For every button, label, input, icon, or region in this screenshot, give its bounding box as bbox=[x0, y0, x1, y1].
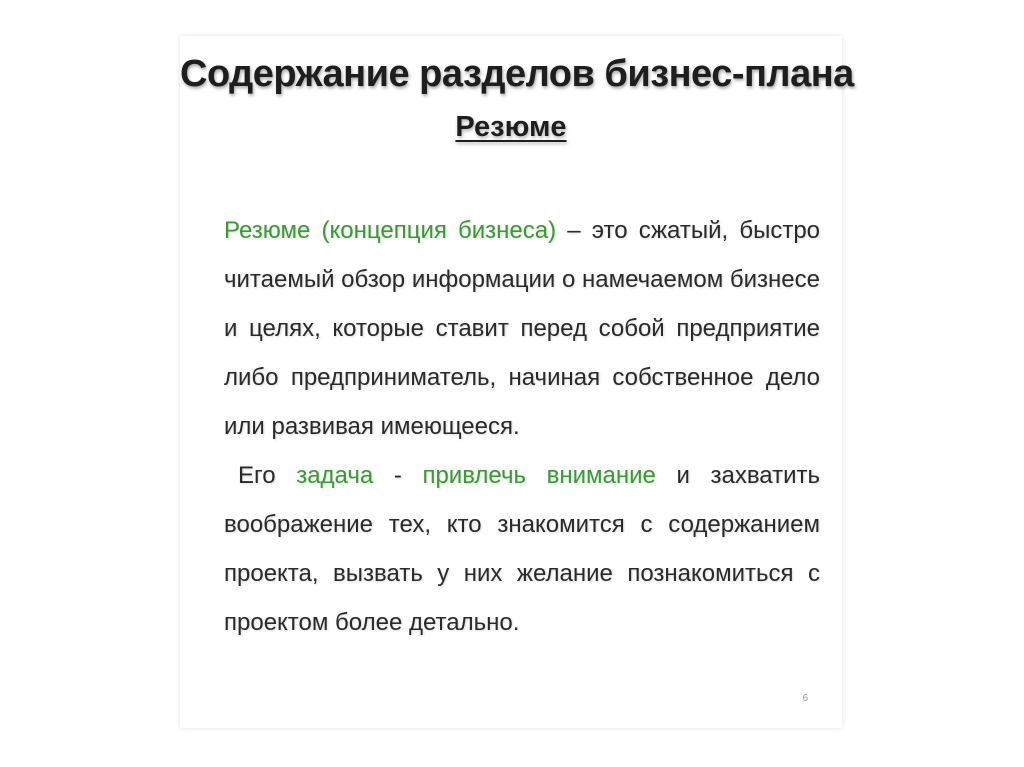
slide-subtitle: Резюме bbox=[455, 111, 567, 143]
slide-body bbox=[224, 206, 820, 647]
slide-subtitle-wrapper bbox=[180, 111, 842, 144]
page-number: 6 bbox=[802, 693, 808, 704]
slide-title: Содержание разделов бизнес-плана bbox=[180, 53, 854, 95]
goal-highlight-attention: привлечь внимание bbox=[422, 462, 656, 489]
goal-highlight-task: задача bbox=[296, 462, 374, 489]
paragraph-definition bbox=[224, 206, 820, 451]
definition-term: Резюме (концепция бизнеса) bbox=[224, 217, 557, 244]
slide bbox=[180, 36, 854, 728]
goal-text-2: - bbox=[373, 462, 423, 489]
definition-text: – это сжатый, быстро читаемый обзор информации о намечаемом бизнесе и целях, которые ставит перед собой предприятие либо предприниматель, начиная собственное дело или развивая имеющееся. bbox=[224, 217, 821, 440]
goal-text-3: и захватить воображение тех, кто знакомится с содержанием проекта, вызвать у них желание познакомиться с проектом более детально. bbox=[224, 462, 821, 636]
paragraph-goal bbox=[224, 451, 820, 647]
goal-text-1: Его bbox=[238, 462, 297, 489]
